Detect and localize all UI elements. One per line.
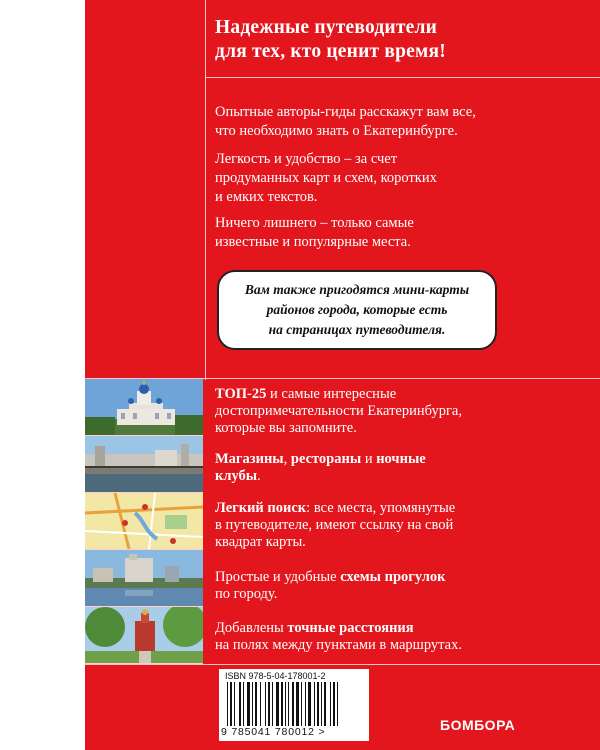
- mini-maps-note: [217, 270, 497, 350]
- paragraph-line: Легкость и удобство – за счет: [215, 151, 398, 167]
- feature-top25-line: которые вы запомните.: [215, 420, 357, 436]
- feature-search-line: в путеводителе, имеют ссылку на свой: [215, 517, 454, 533]
- feature-top25-text: и самые интересные: [266, 386, 397, 402]
- cover-heading: [215, 16, 515, 64]
- paragraph-authors: [215, 103, 515, 141]
- divider-bottom: [85, 664, 600, 665]
- feature-walks-text: Простые и удобные: [215, 569, 341, 585]
- divider-top: [205, 77, 600, 78]
- note-line: районов города, которые есть: [266, 302, 448, 317]
- barcode: [219, 669, 369, 741]
- cathedral-photo: [85, 379, 203, 436]
- feature-top25: [215, 386, 505, 437]
- heading-line-1: Надежные путеводители: [215, 17, 438, 38]
- park-chapel-photo: [85, 607, 203, 664]
- heading-line-2: для тех, кто ценит время!: [215, 41, 446, 62]
- paragraph-nothing-extra: [215, 214, 515, 252]
- feature-shops-text: и: [361, 451, 377, 467]
- paragraph-line: и емких текстов.: [215, 189, 318, 205]
- feature-top25-line: достопримечательности Екатеринбурга,: [215, 403, 462, 419]
- paragraph-line: продуманных карт и схем, коротких: [215, 170, 437, 186]
- feature-clubs-bold: клубы: [215, 468, 258, 484]
- vertical-divider: [205, 0, 206, 380]
- paragraph-line: известные и популярные места.: [215, 234, 411, 250]
- map-photo: [85, 493, 203, 550]
- feature-search-line: квадрат карты.: [215, 534, 306, 550]
- paragraph-ease: [215, 150, 515, 207]
- paragraph-line: Опытные авторы-гиды расскажут вам все,: [215, 104, 476, 120]
- feature-shops: [215, 451, 505, 485]
- feature-distances: [215, 620, 505, 654]
- note-line: на страницах путеводителя.: [268, 322, 446, 337]
- feature-walks-line: по городу.: [215, 586, 278, 602]
- feature-shops-text: ,: [283, 451, 291, 467]
- feature-shops-text: .: [257, 468, 261, 484]
- feature-distances-text: Добавлены: [215, 620, 288, 636]
- feature-distances-line: на полях между пунктами в маршрутах.: [215, 637, 462, 653]
- paragraph-line: что необходимо знать о Екатеринбурге.: [215, 123, 458, 139]
- city-pond-photo: [85, 550, 203, 607]
- feature-distances-bold: точные расстояния: [287, 620, 414, 636]
- isbn-text: ISBN 978-5-04-178001-2: [225, 671, 326, 681]
- publisher-logo: БОМБОРА: [440, 717, 516, 733]
- feature-search-text: : все места, упомянутые: [306, 500, 456, 516]
- paragraph-line: Ничего лишнего – только самые: [215, 215, 414, 231]
- feature-walks: [215, 569, 505, 603]
- feature-shops-bold: Магазины: [215, 451, 284, 467]
- feature-walks-bold: схемы прогулок: [340, 569, 446, 585]
- note-line: Вам также пригодятся мини-карты: [244, 282, 470, 297]
- feature-nightclubs-bold: ночные: [376, 451, 426, 467]
- feature-top25-bold: ТОП-25: [215, 386, 267, 402]
- feature-search: [215, 500, 505, 551]
- embankment-photo: [85, 436, 203, 493]
- barcode-bars: [227, 682, 361, 728]
- feature-search-bold: Легкий поиск: [215, 500, 307, 516]
- barcode-digits: 9 785041 780012 >: [221, 726, 326, 738]
- feature-restaurants-bold: рестораны: [290, 451, 362, 467]
